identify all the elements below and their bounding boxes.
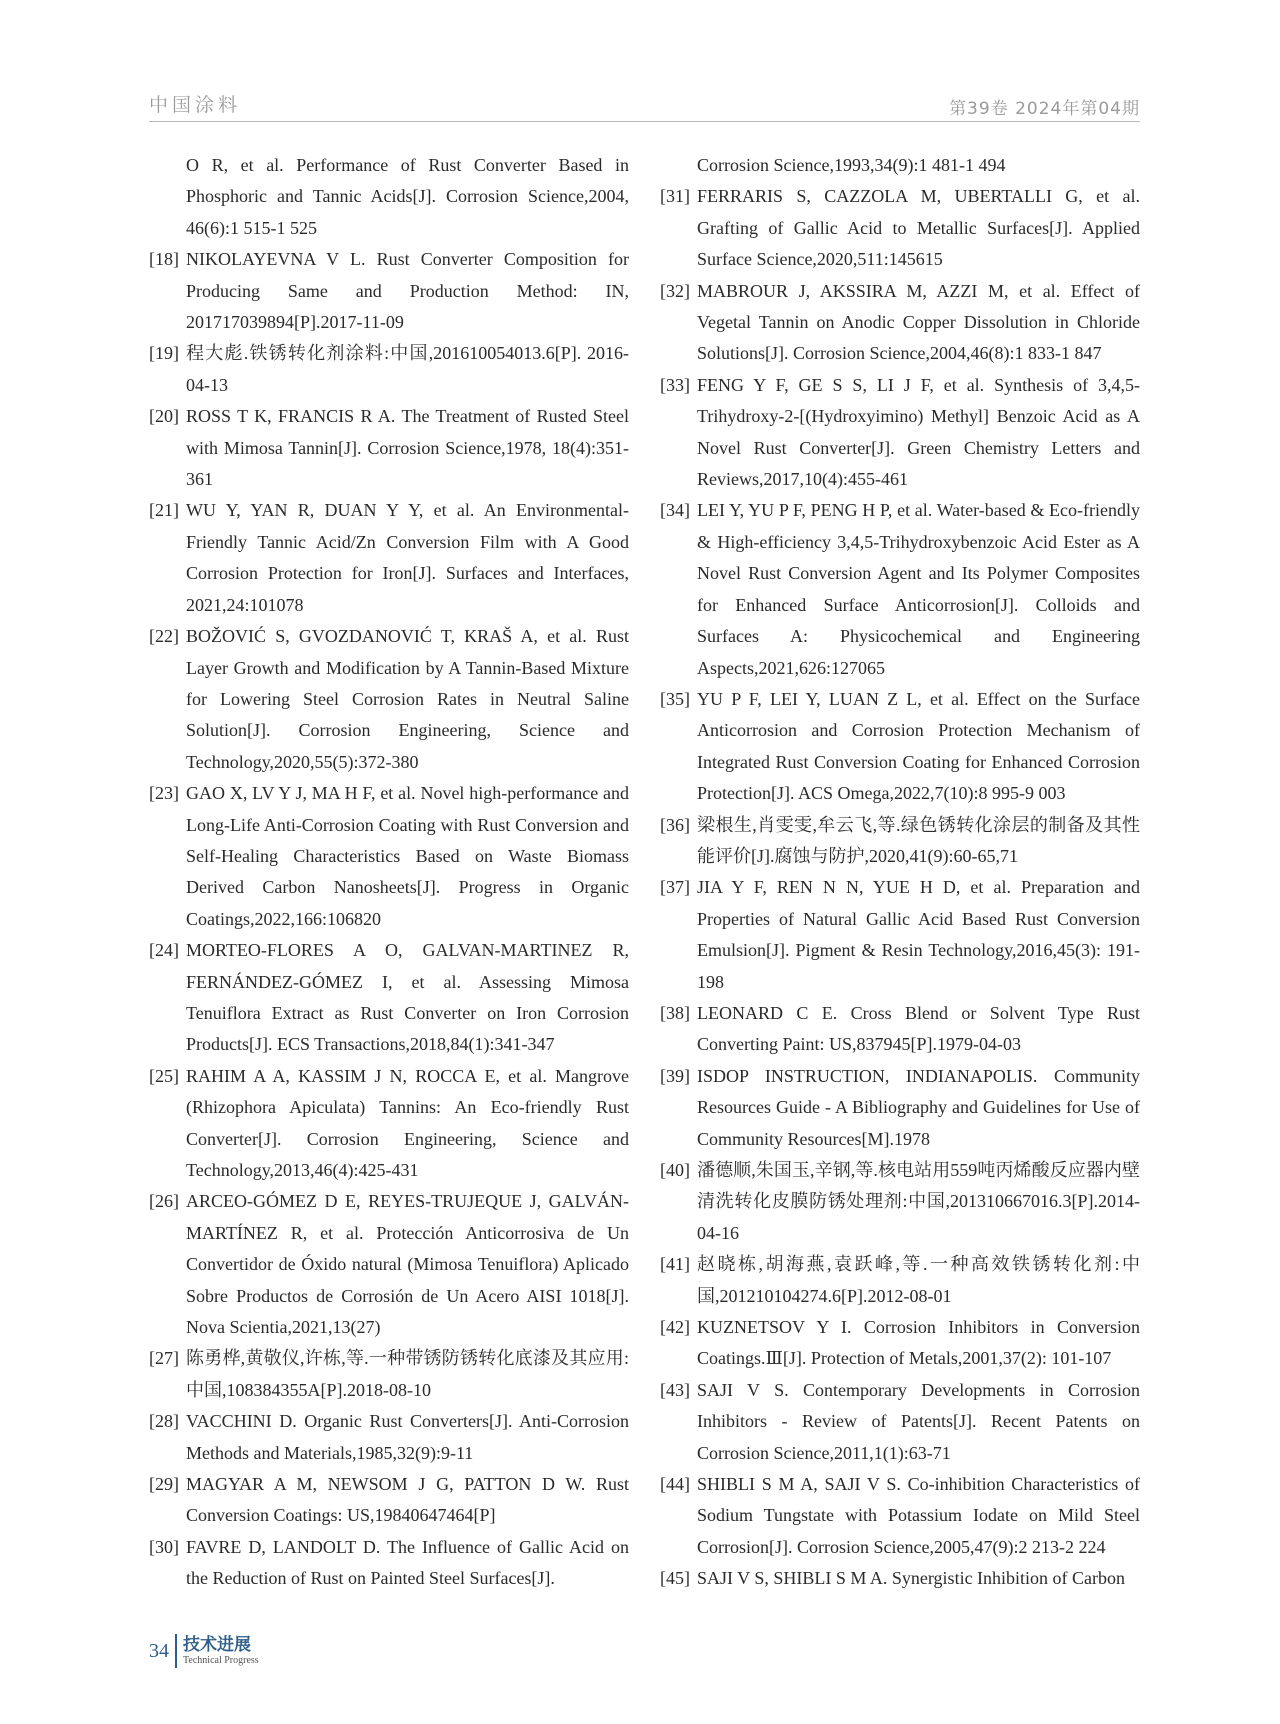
reference-item [149,150,629,244]
reference-number: [23] [149,783,179,804]
reference-item [149,778,629,935]
reference-item [149,935,629,1061]
reference-number: [38] [660,1002,690,1023]
reference-number: [34] [660,500,690,521]
reference-text: JIA Y F, REN N N, YUE H D, et al. Preparation and Properties of Natural Gallic Acid Based Rust Conversion Emulsion[J]. Pigment & Resin Technology,2016,45(3): 191-198 [697,877,1140,992]
reference-item [149,338,629,401]
reference-number: [25] [149,1065,179,1086]
reference-text: 程大彪.铁锈转化剂涂料:中国,201610054013.6[P]. 2016-04-13 [186,343,629,395]
reference-text: KUZNETSOV Y I. Corrosion Inhibitors in Conversion Coatings.Ⅲ[J]. Protection of Metals,2001,37(2): 101-107 [697,1317,1140,1369]
reference-number: [18] [149,249,179,270]
reference-number: [20] [149,406,179,427]
page-number: 34 [149,1639,169,1662]
reference-text: ROSS T K, FRANCIS R A. The Treatment of Rusted Steel with Mimosa Tannin[J]. Corrosion Science,1978, 18(4):351-361 [186,406,629,490]
reference-text: SAJI V S. Contemporary Developments in Corrosion Inhibitors - Review of Patents[J]. Recent Patents on Corrosion Science,2011,1(1):63-71 [697,1379,1140,1463]
reference-text: MAGYAR A M, NEWSOM J G, PATTON D W. Rust Conversion Coatings: US,19840647464[P] [186,1474,629,1526]
reference-text: O R, et al. Performance of Rust Converter Based in Phosphoric and Tannic Acids[J]. Corrosion Science,2004, 46(6):1 515-1 525 [186,155,629,238]
reference-number: [43] [660,1379,690,1400]
reference-item [660,370,1140,496]
section-label [183,1635,259,1667]
reference-text: LEI Y, YU P F, PENG H P, et al. Water-based & Eco-friendly & High-efficiency 3,4,5-Trihydroxybenzoic Acid Ester as A Novel Rust Conversion Agent and Its Polymer Composites for Enhanced Surface Anticorrosion[J]. Colloids and Surfaces A: Physicochemical and Engineering Aspects,2021,626:127065 [697,500,1140,678]
reference-item [660,1469,1140,1563]
reference-number: [37] [660,877,690,898]
reference-text: FENG Y F, GE S S, LI J F, et al. Synthesis of 3,4,5-Trihydroxy-2-[(Hydroxyimino) Methyl] Benzoic Acid as A Novel Rust Converter[J]. Green Chemistry Letters and Reviews,2017,10(4):455-461 [697,374,1140,490]
reference-number: [39] [660,1065,690,1086]
reference-text: VACCHINI D. Organic Rust Converters[J]. Anti-Corrosion Methods and Materials,1985,32(9):9-11 [186,1411,629,1463]
reference-text: SHIBLI S M A, SAJI V S. Co-inhibition Characteristics of Sodium Tungstate with Potassium Iodate on Mild Steel Corrosion[J]. Corrosion Science,2005,47(9):2 213-2 224 [697,1474,1140,1557]
reference-number: [21] [149,500,179,521]
reference-number: [45] [660,1568,690,1589]
reference-item [149,1061,629,1187]
reference-number: [33] [660,374,690,395]
reference-text: GAO X, LV Y J, MA H F, et al. Novel high-performance and Long-Life Anti-Corrosion Coating with Rust Conversion and Self-Healing Characteristics Based on Waste Biomass Derived Carbon Nanosheets[J]. Progress in Organic Coatings,2022,166:106820 [186,783,629,929]
header-divider [149,121,1140,122]
reference-item [660,1375,1140,1469]
reference-item [660,276,1140,370]
reference-item [660,1155,1140,1249]
section-label-en: Technical Progress [183,1655,259,1666]
reference-number: [44] [660,1474,690,1495]
reference-text: 陈勇桦,黄敬仪,许栋,等.一种带锈防锈转化底漆及其应用:中国,108384355A[P].2018-08-10 [186,1348,629,1400]
reference-text: Corrosion Science,1993,34(9):1 481-1 494 [697,155,1006,175]
reference-text: YU P F, LEI Y, LUAN Z L, et al. Effect on the Surface Anticorrosion and Corrosion Protection Mechanism of Integrated Rust Conversion Coating for Enhanced Corrosion Protection[J]. ACS Omega,2022,7(10):8 995-9 003 [697,688,1140,804]
reference-text: SAJI V S, SHIBLI S M A. Synergistic Inhibition of Carbon [697,1568,1126,1589]
reference-number: [30] [149,1536,179,1557]
reference-text: ISDOP INSTRUCTION, INDIANAPOLIS. Community Resources Guide - A Bibliography and Guidelines for Use of Community Resources[M].1978 [697,1065,1140,1149]
references-right-column [660,150,1140,1595]
references-left-column [149,150,629,1595]
reference-item [149,1186,629,1343]
reference-number: [27] [149,1348,179,1369]
reference-item [149,495,629,621]
footer-divider [175,1634,177,1668]
reference-item [660,1249,1140,1312]
reference-text: RAHIM A A, KASSIM J N, ROCCA E, et al. Mangrove (Rhizophora Apiculata) Tannins: An Eco-friendly Rust Converter[J]. Corrosion Engineering, Science and Technology,2013,46(4):425-431 [186,1065,629,1180]
reference-text: FERRARIS S, CAZZOLA M, UBERTALLI G, et al. Grafting of Gallic Acid to Metallic Surfaces[J]. Applied Surface Science,2020,511:145615 [697,186,1140,270]
reference-item [149,621,629,778]
reference-text: MABROUR J, AKSSIRA M, AZZI M, et al. Effect of Vegetal Tannin on Anodic Copper Dissolution in Chloride Solutions[J]. Corrosion Science,2004,46(8):1 833-1 847 [697,280,1140,364]
reference-item [660,1061,1140,1155]
reference-number: [29] [149,1474,179,1495]
reference-item [149,1343,629,1406]
reference-number: [36] [660,814,690,835]
reference-item [660,684,1140,810]
reference-text: WU Y, YAN R, DUAN Y Y, et al. An Environmental-Friendly Tannic Acid/Zn Conversion Film with A Good Corrosion Protection for Iron[J]. Surfaces and Interfaces, 2021,24:101078 [186,500,629,615]
issue-info: 第39卷 2024年第04期 [949,99,1140,119]
reference-item [660,810,1140,873]
reference-item [660,998,1140,1061]
reference-item [149,1469,629,1532]
reference-item [660,181,1140,275]
reference-item [149,1406,629,1469]
reference-text: 梁根生,肖雯雯,牟云飞,等.绿色锈转化涂层的制备及其性能评价[J].腐蚀与防护,2020,41(9):60-65,71 [697,814,1140,866]
reference-item [660,1312,1140,1375]
reference-number: [40] [660,1160,690,1180]
reference-number: [35] [660,688,690,709]
reference-number: [31] [660,186,690,207]
reference-text: FAVRE D, LANDOLT D. The Influence of Gallic Acid on the Reduction of Rust on Painted Steel Surfaces[J]. [186,1536,629,1589]
reference-number: [19] [149,343,179,364]
reference-number: [26] [149,1191,179,1212]
reference-item [660,150,1140,181]
journal-title: 中国涂料 [149,94,242,116]
reference-number: [22] [149,626,179,647]
reference-text: ARCEO-GÓMEZ D E, REYES-TRUJEQUE J, GALVÁN-MARTÍNEZ R, et al. Protección Anticorrosiva de Un Convertidor de Óxido natural (Mimosa Tenuiflora) Aplicado Sobre Productos de Corrosión de Un Acero AISI 1018[J]. Nova Scientia,2021,13(27) [186,1191,629,1338]
reference-text: 赵晓栋,胡海燕,袁跃峰,等.一种高效铁锈转化剂:中国,201210104274.6[P].2012-08-01 [697,1254,1140,1306]
page-footer [149,1634,259,1668]
reference-number: [42] [660,1317,690,1338]
reference-item [149,244,629,338]
reference-text: LEONARD C E. Cross Blend or Solvent Type Rust Converting Paint: US,837945[P].1979-04-03 [697,1002,1140,1055]
reference-item [660,495,1140,683]
reference-number: [41] [660,1254,690,1275]
reference-number: [32] [660,280,690,301]
reference-item [149,1532,629,1595]
section-label-zh: 技术进展 [183,1635,251,1655]
reference-item [660,1563,1140,1594]
reference-text: MORTEO-FLORES A O, GALVAN-MARTINEZ R, FERNÁNDEZ-GÓMEZ I, et al. Assessing Mimosa Tenuiflora Extract as Rust Converter on Iron Corrosion Products[J]. ECS Transactions,2018,84(1):341-347 [186,940,629,1055]
reference-text: NIKOLAYEVNA V L. Rust Converter Composition for Producing Same and Production Method: IN, 201717039894[P].2017-11-09 [186,249,629,333]
reference-item [660,872,1140,998]
reference-item [149,401,629,495]
reference-text: 潘德顺,朱国玉,辛钢,等.核电站用559吨丙烯酸反应器内壁清洗转化皮膜防锈处理剂:中国,201310667016.3[P].2014-04-16 [697,1160,1140,1243]
reference-number: [24] [149,940,179,961]
reference-number: [28] [149,1411,179,1432]
reference-text: BOŽOVIĆ S, GVOZDANOVIĆ T, KRAŠ A, et al. Rust Layer Growth and Modification by A Tannin-Based Mixture for Lowering Steel Corrosion Rates in Neutral Saline Solution[J]. Corrosion Engineering, Science and Technology,2020,55(5):372-380 [186,626,629,772]
